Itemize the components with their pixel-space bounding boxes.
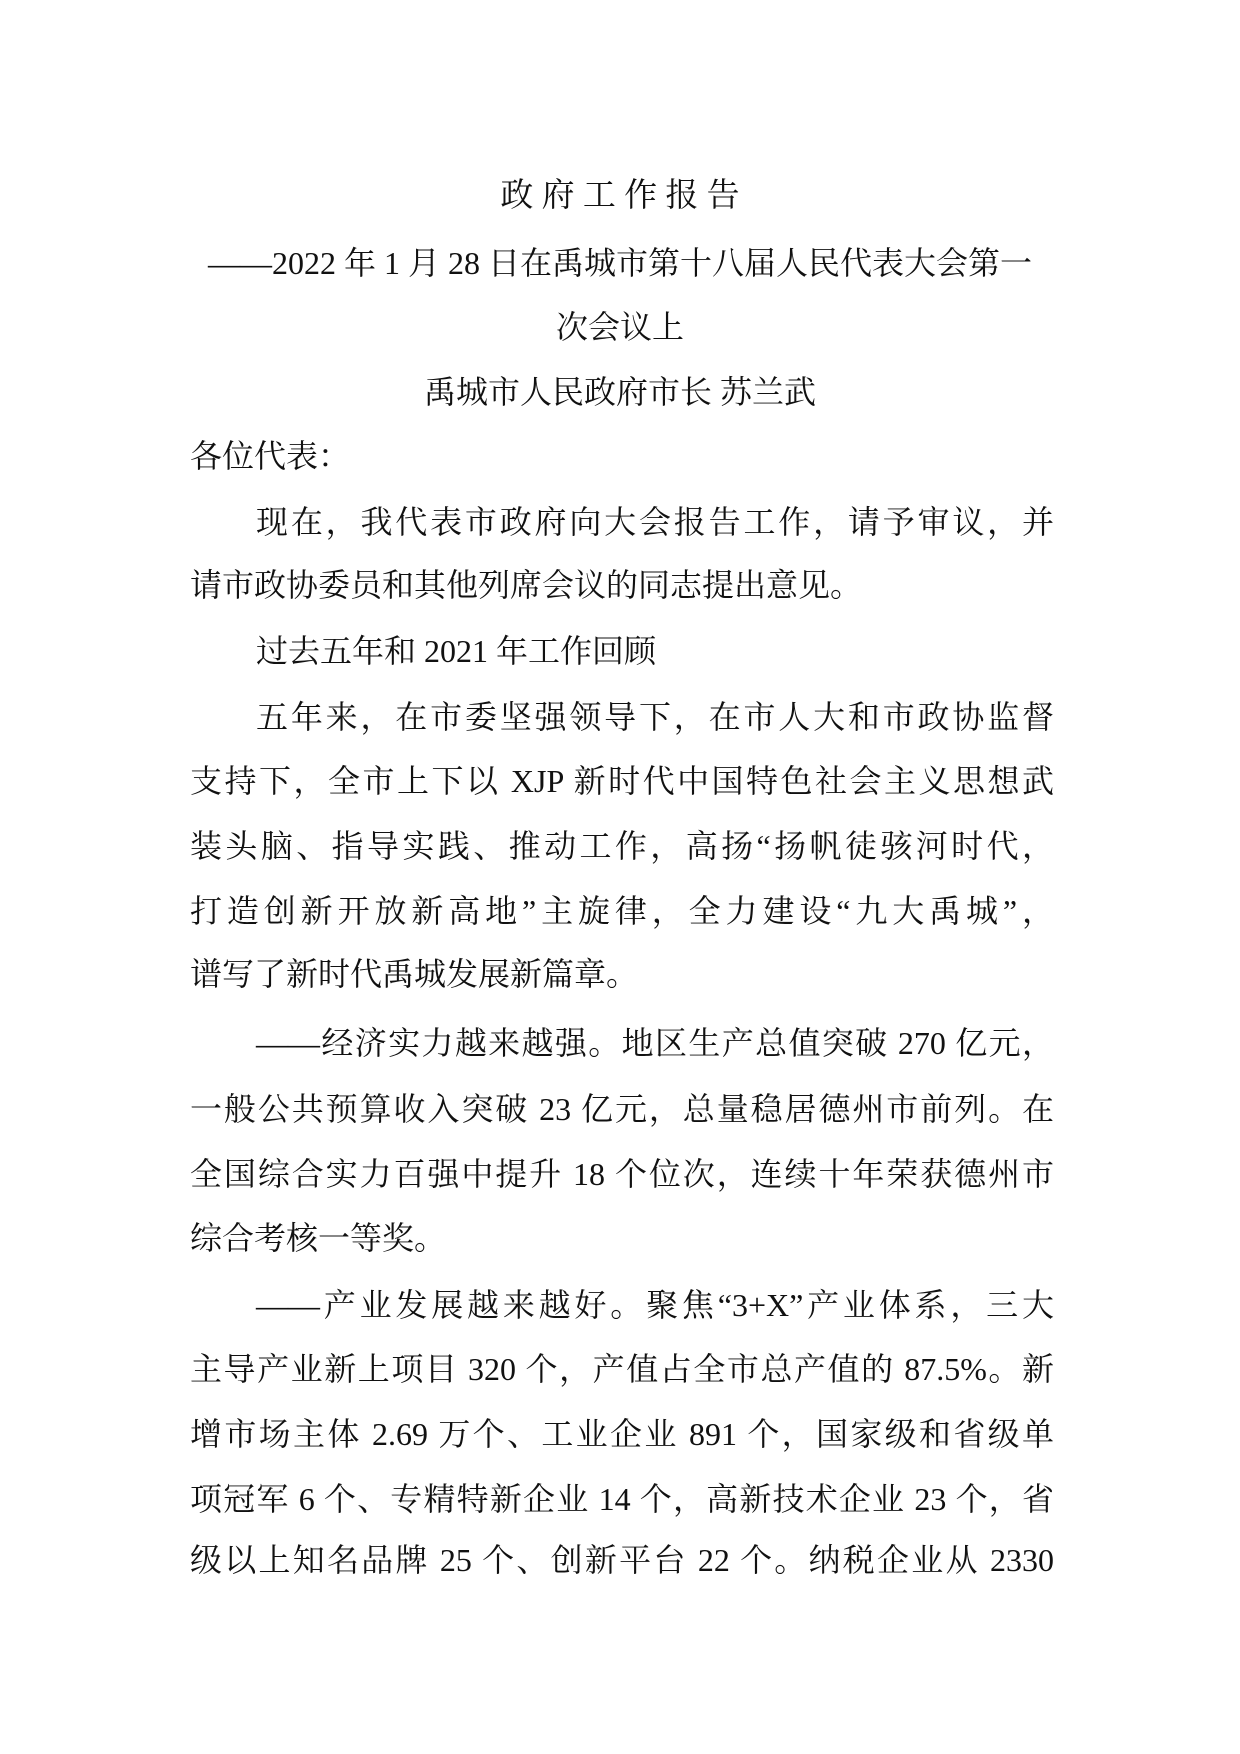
paragraph-line: ——产业发展越来越好。聚焦“3+X”产业体系，三大 — [256, 1287, 1054, 1323]
salutation: 各位代表： — [190, 438, 351, 474]
section-heading: 过去五年和 2021 年工作回顾 — [256, 633, 657, 669]
document-title: 政 府 工 作 报 告 — [500, 178, 740, 214]
paragraph-line: 综合考核一等奖。 — [190, 1220, 447, 1256]
paragraph-line: 增市场主体 2.69 万个、工业企业 891 个，国家级和省级单 — [190, 1416, 1054, 1452]
paragraph-line: 级以上知名品牌 25 个、创新平台 22 个。纳税企业从 2330 — [190, 1542, 1054, 1578]
paragraph-line: 一般公共预算收入突破 23 亿元，总量稳居德州市前列。在 — [190, 1091, 1054, 1127]
paragraph-line: 五年来，在市委坚强领导下，在市人大和市政协监督 — [256, 699, 1054, 735]
paragraph-line: 现在，我代表市政府向大会报告工作，请予审议，并 — [256, 504, 1054, 540]
speaker-line: 禹城市人民政府市长 苏兰武 — [423, 374, 816, 410]
paragraph-line: 请市政协委员和其他列席会议的同志提出意见。 — [190, 567, 863, 603]
subtitle-line: 次会议上 — [555, 309, 684, 345]
paragraph-line: ——经济实力越来越强。地区生产总值突破 270 亿元， — [256, 1025, 1054, 1061]
subtitle-line: ——2022 年 1 月 28 日在禹城市第十八届人民代表大会第一 — [207, 245, 1032, 281]
paragraph-line: 全国综合实力百强中提升 18 个位次，连续十年荣获德州市 — [190, 1156, 1054, 1192]
paragraph-line: 打造创新开放新高地”主旋律，全力建设“九大禹城”， — [190, 893, 1054, 929]
paragraph-line: 装头脑、指导实践、推动工作，高扬“扬帆徒骇河时代， — [190, 828, 1054, 864]
paragraph-line: 项冠军 6 个、专精特新企业 14 个，高新技术企业 23 个，省 — [190, 1481, 1054, 1517]
paragraph-line: 支持下，全市上下以 XJP 新时代中国特色社会主义思想武 — [190, 763, 1054, 799]
paragraph-line: 谱写了新时代禹城发展新篇章。 — [190, 956, 639, 992]
paragraph-line: 主导产业新上项目 320 个，产值占全市总产值的 87.5%。新 — [190, 1351, 1054, 1387]
